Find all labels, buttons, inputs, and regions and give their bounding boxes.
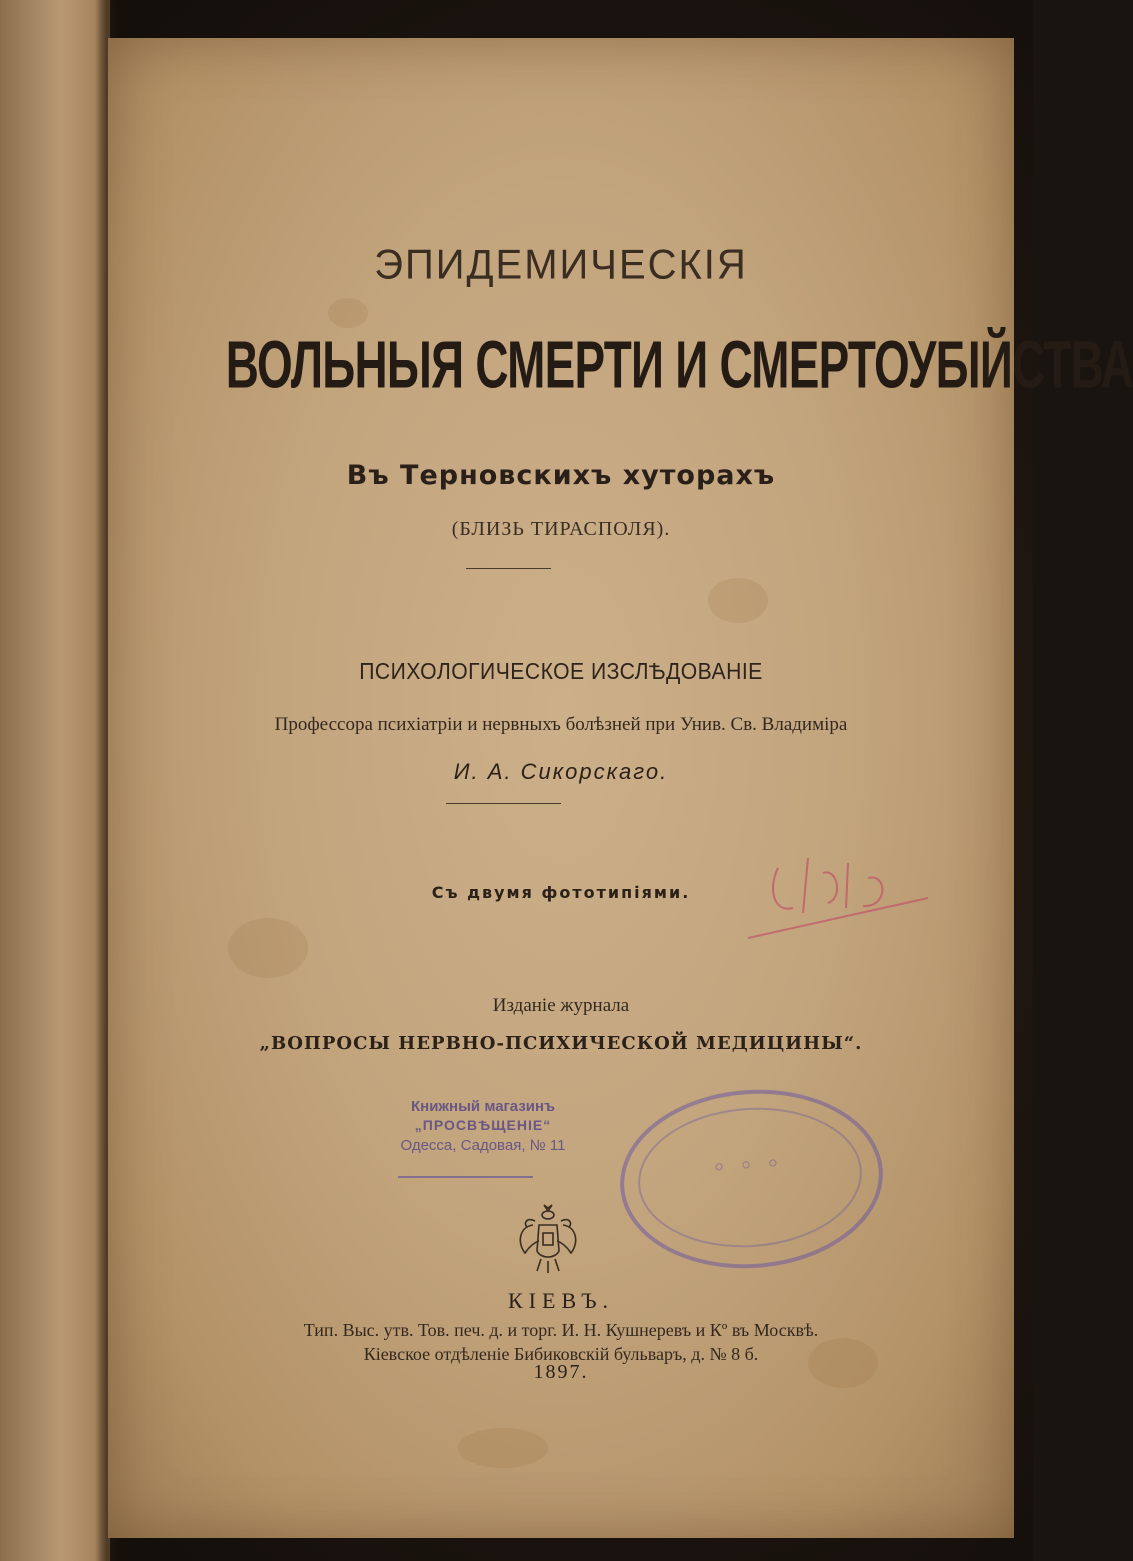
foxing-spot bbox=[228, 918, 308, 978]
left-page-edge bbox=[0, 0, 110, 1561]
imprint-printer: Тип. Выс. утв. Тов. печ. д. и торг. И. Н. Кушнеревъ и Кº въ Москвѣ. bbox=[303, 1320, 819, 1340]
divider-rule bbox=[446, 803, 561, 804]
journal-title: „ВОПРОСЫ НЕРВНО-ПСИХИЧЕСКОЙ МЕДИЦИНЫ“. bbox=[259, 1033, 863, 1054]
stamp-line-1: Книжный магазинъ bbox=[410, 1098, 556, 1115]
title-page bbox=[108, 38, 1133, 1538]
divider-rule bbox=[466, 568, 551, 569]
title-line-1: ЭПИДЕМИЧЕСКІЯ bbox=[374, 241, 748, 289]
double-headed-eagle-emblem bbox=[513, 1203, 583, 1278]
subtitle: ПСИХОЛОГИЧЕСКОЕ ИЗСЛѢДОВАНІЕ bbox=[359, 658, 763, 684]
imprint-year: 1897. bbox=[533, 1361, 589, 1383]
foxing-spot bbox=[458, 1428, 548, 1468]
imprint-city: КІЕВЪ. bbox=[508, 1288, 614, 1313]
stamp-line-2: „ПРОСВѢЩЕНІЕ“ bbox=[414, 1117, 552, 1133]
foxing-spot bbox=[328, 298, 368, 328]
illustrations-note: Съ двумя фототипіями. bbox=[431, 883, 691, 902]
imprint-branch: Кіевское отдѣленіе Бибиковскій бульваръ, д. № 8 б. bbox=[363, 1344, 759, 1364]
professor-line: Профессора психіатріи и нервныхъ болѣзней при Унив. Св. Владиміра bbox=[274, 714, 848, 735]
title-line-2: ВОЛЬНЫЯ СМЕРТИ И СМЕРТОУБІЙСТВА bbox=[225, 328, 1133, 403]
stamp-underline bbox=[398, 1176, 533, 1178]
title-line-4: (БЛИЗЬ ТИРАСПОЛЯ). bbox=[451, 518, 671, 540]
stamp-line-3: Одесса, Садовая, № 11 bbox=[400, 1137, 566, 1154]
edition-line: Изданіе журнала bbox=[492, 995, 630, 1016]
foxing-spot bbox=[708, 578, 768, 623]
bookshop-stamp bbox=[378, 1098, 588, 1154]
library-stamp-text: ◦ ◦ ◦ bbox=[712, 1145, 784, 1184]
title-line-3: Въ Терновскихъ хуторахъ bbox=[346, 460, 776, 491]
author-name: И. А. Сикорскаго. bbox=[453, 759, 669, 784]
